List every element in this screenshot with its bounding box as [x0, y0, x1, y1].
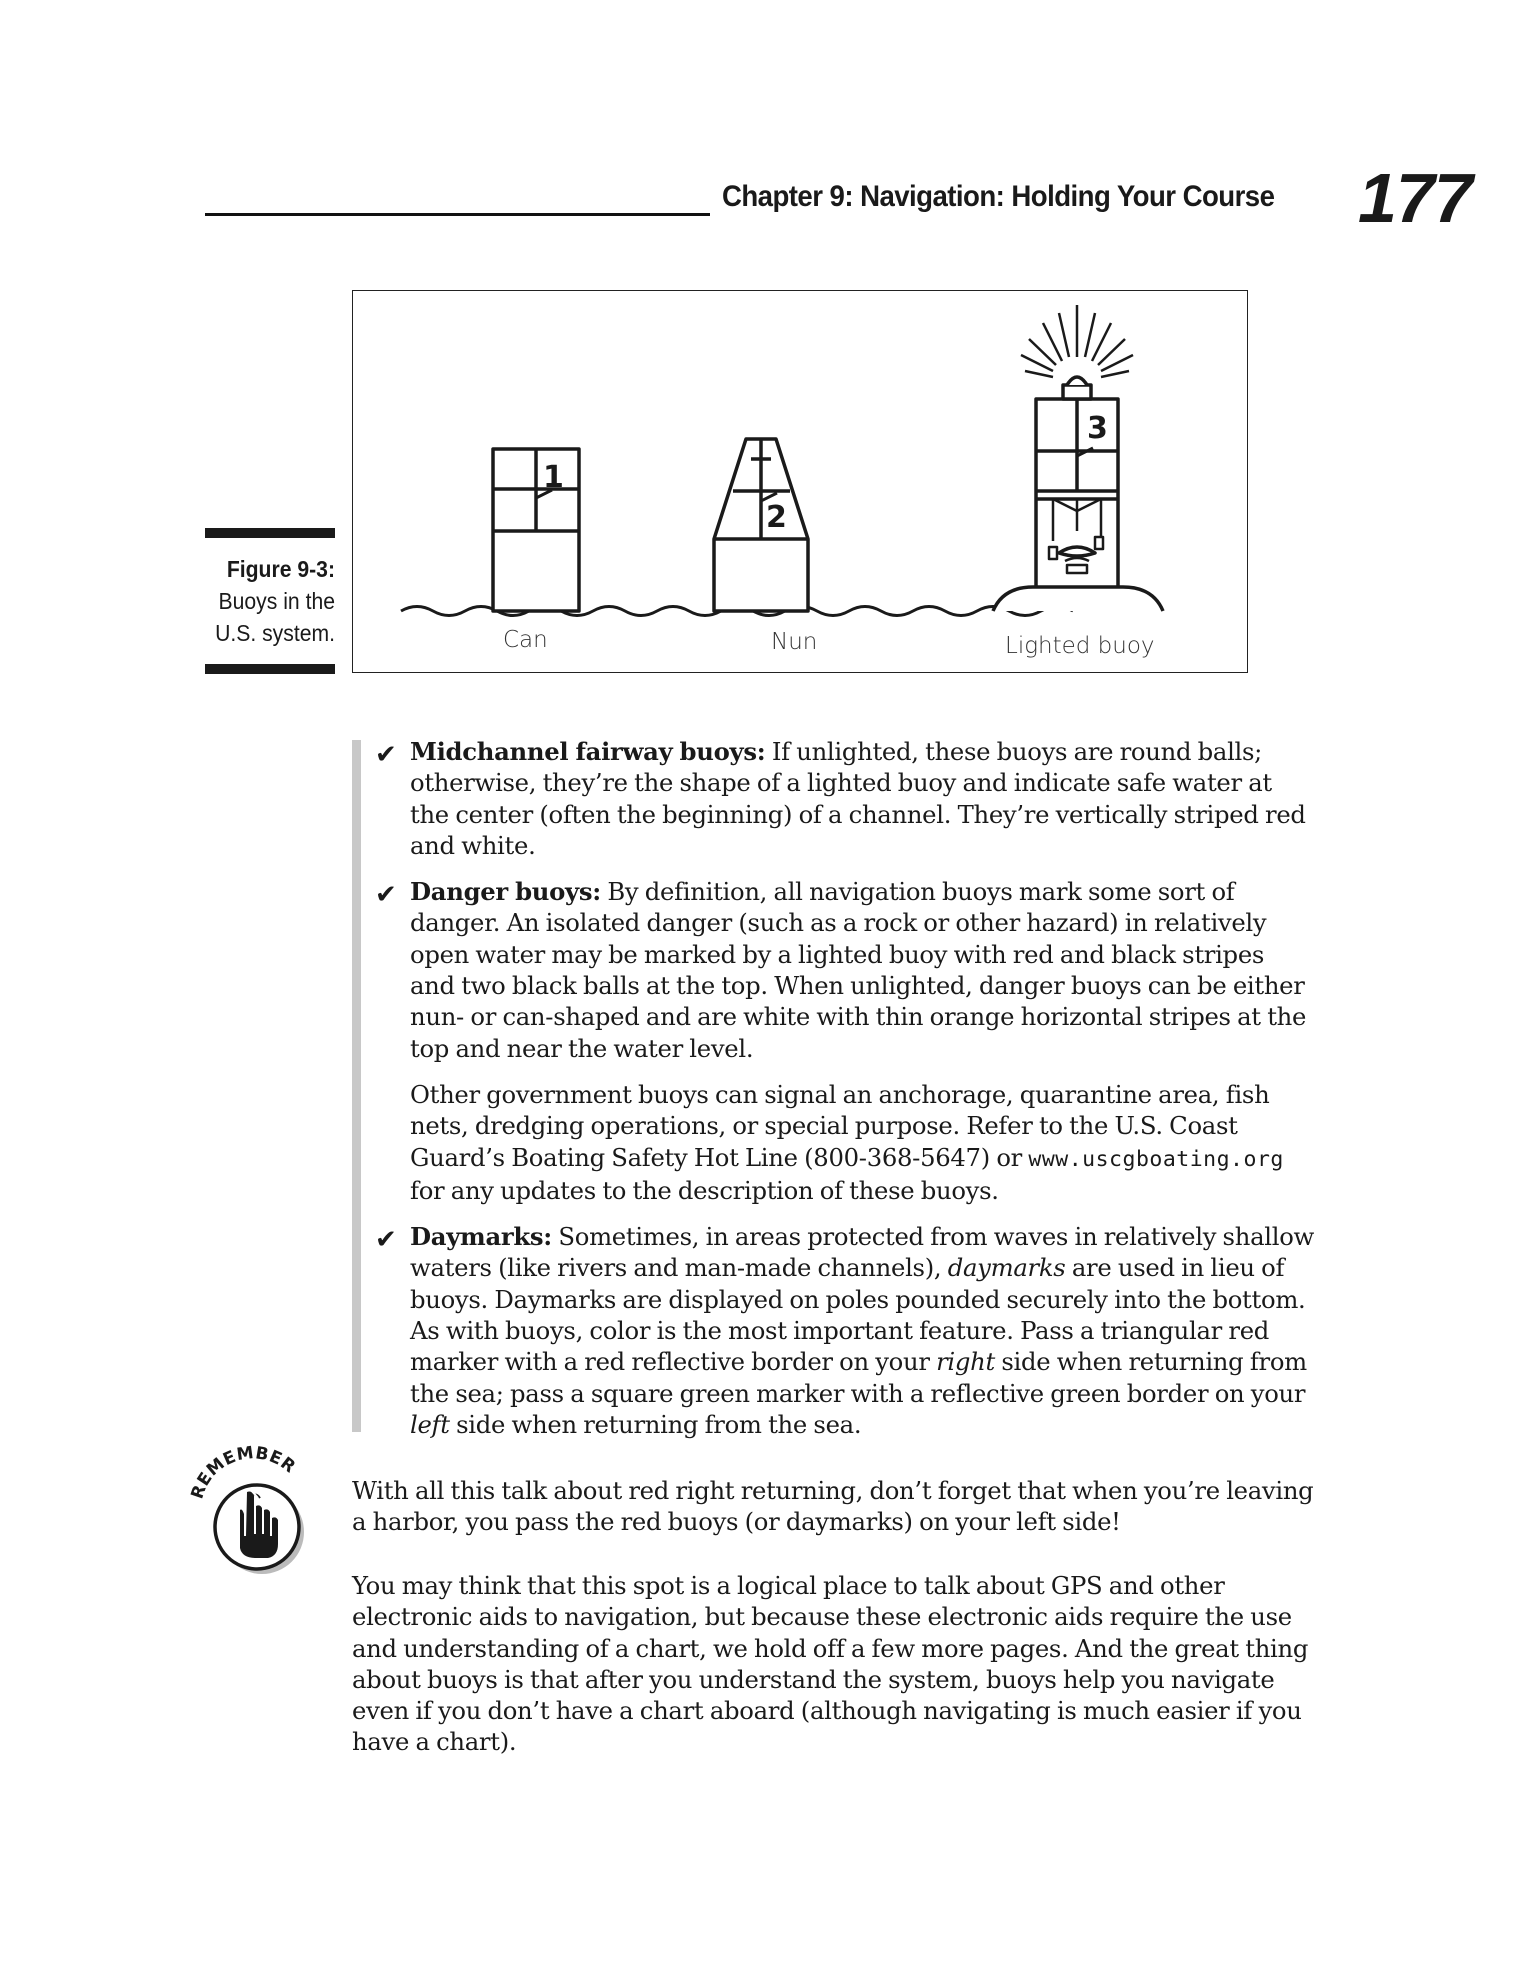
- list-side-bar: [352, 740, 361, 1432]
- list-item-extra: Other government buoys can signal an anchorage, quarantine area, fish nets, dredging operations, or special purpose. Refer to the U.S. Coast Guard’s Boating Safety Hot Line (800-368-5647) or www.uscgboating.org for any updates to the description of these buoys.: [410, 1079, 1284, 1205]
- nun-label: Nun: [771, 629, 818, 655]
- nun-buoy: [714, 439, 808, 611]
- buoy-type-list: [375, 736, 1315, 1455]
- figure-description: Buoys in the U.S. system.: [215, 588, 335, 646]
- list-item: [375, 1221, 1315, 1440]
- uscg-url-link[interactable]: www.uscgboating.org: [1028, 1146, 1284, 1172]
- list-item-title: Midchannel fairway buoys:: [410, 737, 766, 766]
- lighted-buoy-label: Lighted buoy: [1005, 633, 1155, 659]
- figure-label: Figure 9-3:: [226, 556, 335, 582]
- remember-icon: [180, 1440, 320, 1580]
- buoy-figure: [352, 290, 1248, 673]
- caption-bar-top: [205, 528, 335, 538]
- figure-caption: [190, 553, 335, 649]
- remember-paragraph: With all this talk about red right returning, don’t forget that when you’re leaving a harbor, you pass the red buoys (or daymarks) on your left side!: [352, 1476, 1314, 1537]
- list-item: [375, 736, 1315, 861]
- can-buoy-number: 1: [543, 460, 564, 495]
- remember-icon-label: REMEMBER: [187, 1442, 300, 1502]
- header-rule: [205, 213, 710, 216]
- lighted-buoy: [993, 305, 1163, 611]
- nun-buoy-number: 2: [766, 500, 787, 535]
- list-item-title: Danger buoys:: [410, 877, 601, 907]
- light-rays: [1021, 305, 1133, 377]
- closing-paragraph: You may think that this spot is a logical place to talk about GPS and other electronic aids to navigation, but because these electronic aids require the use and understanding of a chart, we hold off a few more pages. And the great thing about buoys is that after you understand the system, buoys help you navigate even if you don’t have a chart aboard (although navigating is much easier if you have a chart).: [352, 1571, 1309, 1757]
- list-item-title: Daymarks:: [410, 1222, 552, 1252]
- can-label: Can: [503, 627, 548, 653]
- lighted-buoy-number: 3: [1087, 411, 1108, 446]
- caption-bar-bottom: [205, 664, 335, 674]
- page-number: 177: [1358, 159, 1472, 237]
- buoy-illustration: [353, 291, 1249, 674]
- checkmark-icon: ✔: [375, 880, 397, 911]
- can-buoy: [493, 449, 579, 611]
- checkmark-icon: ✔: [375, 740, 397, 770]
- checkmark-icon: ✔: [375, 1225, 397, 1256]
- list-item-text: Midchannel fairway buoys: If unlighted, these buoys are round balls; otherwise, they’re the shape of a lighted buoy and indicate safe water at the center (often the beginning) of a channel. They’re vertically striped red and white.: [410, 737, 1306, 860]
- chapter-title: Chapter 9: Navigation: Holding Your Course: [722, 180, 1275, 213]
- list-item-text: Daymarks: Sometimes, in areas protected from waves in relatively shallow waters (like rivers and man-made channels), daymarks are used in lieu of buoys. Daymarks are displayed on poles pounded securely into the bottom. As with buoys, color is the most important feature. Pass a triangular red marker with a red reflective border on your right side when returning from the sea; pass a square green marker with a reflective green border on your left side when returning from the sea.: [410, 1222, 1315, 1439]
- list-item-text: Danger buoys: By definition, all navigation buoys mark some sort of danger. An isolated danger (such as a rock or other hazard) in relatively open water may be marked by a lighted buoy with red and black stripes and two black balls at the top. When unlighted, danger buoys can be either nun- or can-shaped and are white with thin orange horizontal stripes at the top and near the water level.: [410, 877, 1307, 1063]
- list-item: [375, 876, 1315, 1206]
